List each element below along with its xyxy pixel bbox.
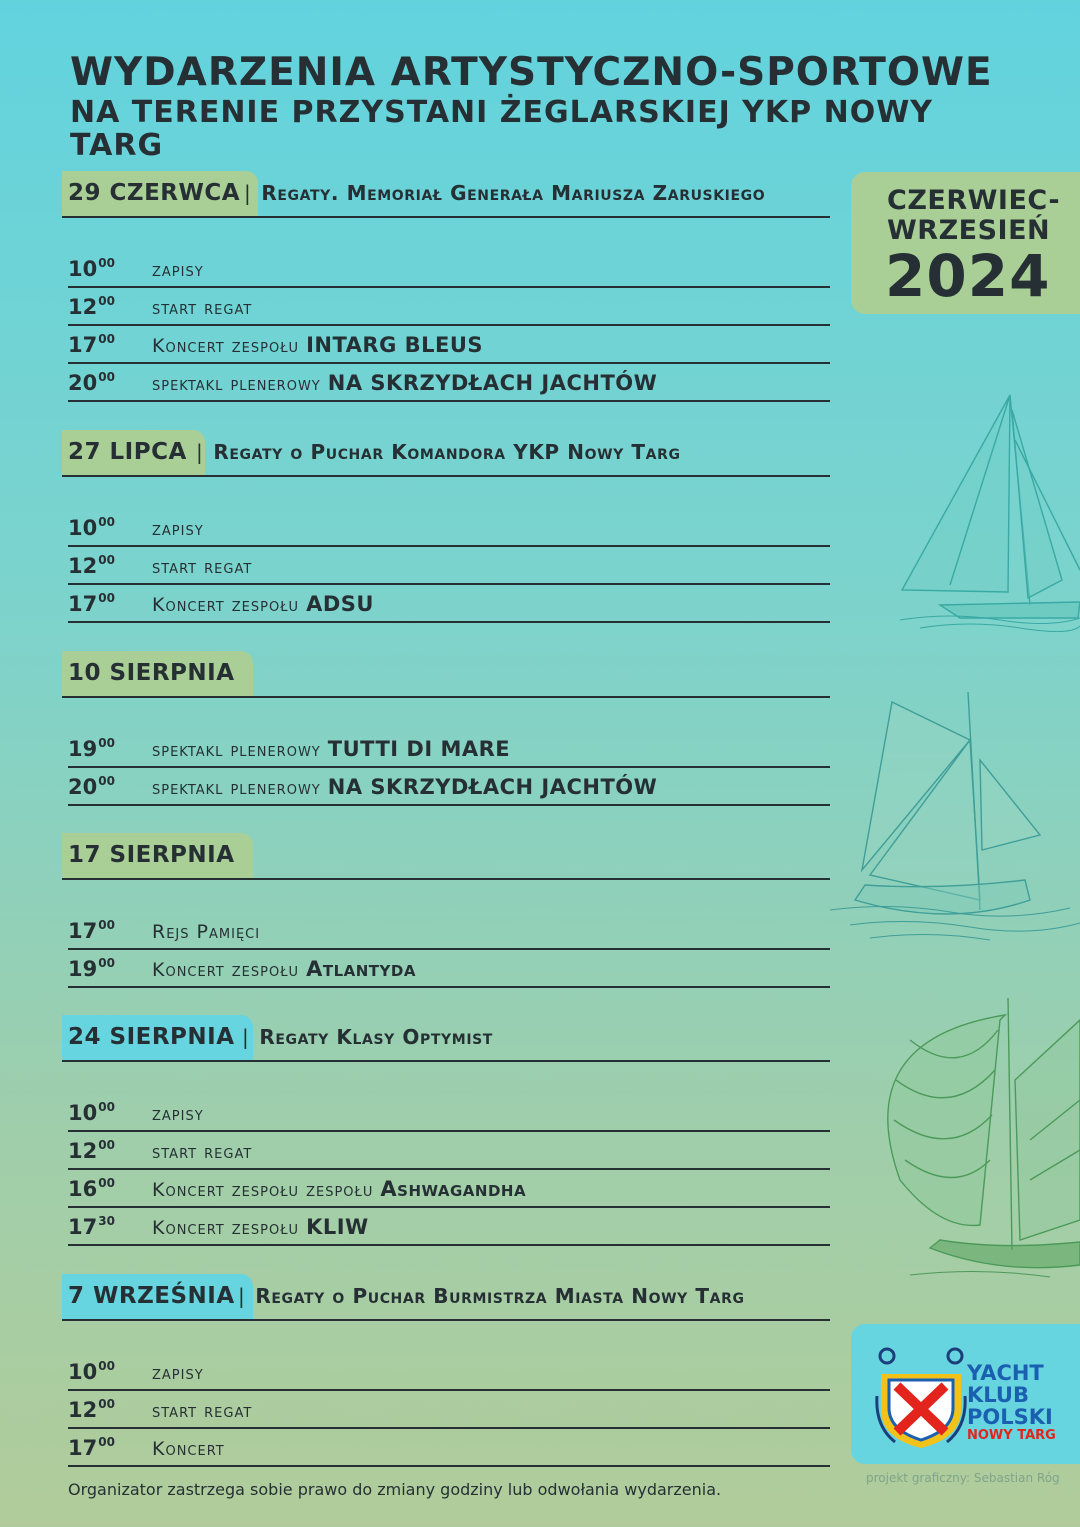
time: $16^{00}$	[68, 1176, 115, 1201]
time: $10^{00}$	[68, 256, 115, 281]
schedule-row	[68, 547, 830, 585]
activity: Koncert zespołu Atlantyda	[152, 957, 416, 981]
event-10-sierpnia	[62, 651, 830, 806]
time: $17^{00}$	[68, 332, 115, 357]
event-title: | Regaty Klasy Optymist	[242, 1025, 493, 1049]
activity: start regat	[152, 1400, 253, 1422]
activity: zapisy	[152, 1103, 204, 1125]
event-27-lipca	[62, 430, 830, 623]
design-credit: projekt graficzny: Sebastian Róg	[866, 1471, 1060, 1485]
activity: start regat	[152, 556, 253, 578]
time: $20^{00}$	[68, 370, 115, 395]
schedule-row	[68, 364, 830, 402]
season-box	[851, 172, 1080, 314]
title-line-2: NA TERENIE PRZYSTANI ŻEGLARSKIEJ YKP NOWY TARG	[70, 95, 934, 163]
schedule-row	[68, 1208, 830, 1246]
activity: zapisy	[152, 1362, 204, 1384]
event-date: 24 SIERPNIA	[62, 1015, 253, 1060]
time: $20^{00}$	[68, 774, 115, 799]
schedule-row	[68, 1132, 830, 1170]
time: $10^{00}$	[68, 515, 115, 540]
disclaimer-note: Organizator zastrzega sobie prawo do zmiany godziny lub odwołania wydarzenia.	[68, 1480, 722, 1499]
time: $19^{00}$	[68, 956, 115, 981]
club-name-line-2: KLUB	[967, 1383, 1029, 1407]
sailboat-3-icon	[888, 998, 1080, 1277]
activity: zapisy	[152, 259, 204, 281]
event-17-sierpnia	[62, 833, 830, 988]
club-city: NOWY TARG	[967, 1428, 1056, 1443]
sailboat-illustrations	[830, 380, 1080, 1300]
event-7-wrzesnia	[62, 1274, 830, 1467]
event-header	[62, 171, 830, 218]
event-24-sierpnia	[62, 1015, 830, 1246]
schedule-row	[68, 1429, 830, 1467]
time: $12^{00}$	[68, 294, 115, 319]
event-date: 29 CZERWCA	[62, 171, 258, 216]
activity: Koncert	[152, 1438, 225, 1460]
activity: start regat	[152, 297, 253, 319]
time: $12^{00}$	[68, 1397, 115, 1422]
activity: Koncert zespołu zespołu Ashwagandha	[152, 1177, 527, 1201]
schedule-list	[68, 250, 830, 402]
schedule-row	[68, 1170, 830, 1208]
event-header	[62, 651, 830, 698]
schedule-list	[68, 730, 830, 806]
page-title	[70, 52, 1030, 162]
time: $12^{00}$	[68, 553, 115, 578]
sailboat-1-icon	[900, 395, 1080, 632]
schedule-row	[68, 1094, 830, 1132]
schedule-row	[68, 326, 830, 364]
activity: Rejs Pamięci	[152, 921, 261, 943]
time: $19^{00}$	[68, 736, 115, 761]
time: $17^{30}$	[68, 1214, 115, 1239]
activity: Koncert zespołu INTARG BLEUS	[152, 333, 484, 357]
schedule-row	[68, 730, 830, 768]
event-title: | Regaty o Puchar Burmistrza Miasta Nowy Targ	[238, 1284, 745, 1308]
schedule-list	[68, 1353, 830, 1467]
schedule-list	[68, 912, 830, 988]
schedule-list	[68, 509, 830, 623]
time: $12^{00}$	[68, 1138, 115, 1163]
event-date: 27 LIPCA	[62, 430, 205, 475]
activity: spektakl plenerowy TUTTI DI MARE	[152, 737, 511, 761]
schedule-row	[68, 950, 830, 988]
season-year: 2024	[885, 242, 1051, 310]
schedule-row	[68, 585, 830, 623]
title-line-1: WYDARZENIA ARTYSTYCZNO-SPORTOWE	[70, 50, 993, 95]
activity: zapisy	[152, 518, 204, 540]
sailboat-2-icon	[830, 692, 1080, 940]
club-name	[967, 1362, 1056, 1444]
time: $17^{00}$	[68, 1435, 115, 1460]
schedule-row	[68, 768, 830, 806]
schedule-row	[68, 912, 830, 950]
season-months-start: CZERWIEC-	[887, 185, 1061, 216]
time: $10^{00}$	[68, 1100, 115, 1125]
season-months-end: WRZESIEŃ	[887, 215, 1051, 246]
event-header	[62, 430, 830, 477]
event-header	[62, 1274, 830, 1321]
time: $17^{00}$	[68, 918, 115, 943]
activity: spektakl plenerowy NA SKRZYDŁACH JACHTÓW	[152, 775, 658, 799]
club-name-line-1: YACHT	[967, 1361, 1044, 1385]
activity: Koncert zespołu ADSU	[152, 592, 374, 616]
schedule-row	[68, 509, 830, 547]
activity: start regat	[152, 1141, 253, 1163]
event-date: 7 WRZEŚNIA	[62, 1274, 253, 1319]
club-name-line-3: POLSKI	[967, 1405, 1053, 1429]
club-logo	[851, 1324, 1080, 1464]
activity: spektakl plenerowy NA SKRZYDŁACH JACHTÓW	[152, 371, 658, 395]
event-header	[62, 833, 830, 880]
club-emblem-icon	[875, 1346, 967, 1452]
event-title: | Regaty. Memoriał Generała Mariusza Zaruskiego	[244, 181, 766, 205]
event-title: | Regaty o Puchar Komandora YKP Nowy Targ	[196, 440, 681, 464]
activity: Koncert zespołu KLIW	[152, 1215, 369, 1239]
schedule-row	[68, 250, 830, 288]
time: $17^{00}$	[68, 591, 115, 616]
time: $10^{00}$	[68, 1359, 115, 1384]
event-date: 10 SIERPNIA	[62, 651, 253, 696]
event-header	[62, 1015, 830, 1062]
event-29-czerwca	[62, 171, 830, 402]
schedule-list	[68, 1094, 830, 1246]
schedule-row	[68, 288, 830, 326]
event-date: 17 SIERPNIA	[62, 833, 253, 878]
schedule-row	[68, 1391, 830, 1429]
schedule-row	[68, 1353, 830, 1391]
